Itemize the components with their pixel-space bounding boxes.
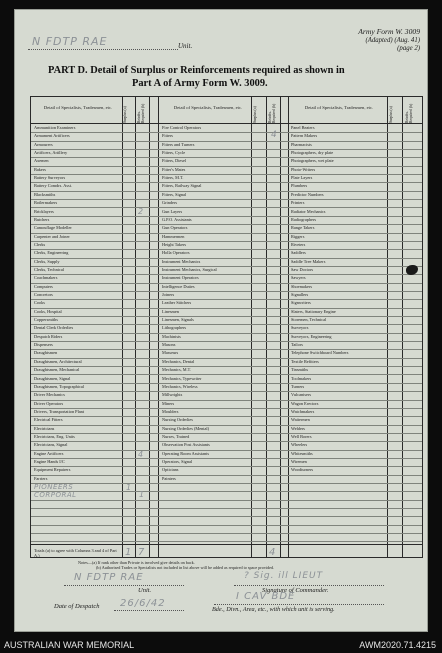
- specialist-name: Gun Operators: [162, 225, 188, 231]
- col-header-specialists: Detail of Specialists, Tradesmen, etc.: [304, 105, 374, 110]
- specialist-name: Machinists: [162, 333, 181, 339]
- specialist-name: Artificers, Artillery: [34, 150, 68, 156]
- specialist-name: Intelligence Duties: [162, 283, 195, 289]
- page-title: [48, 64, 408, 90]
- specialist-name: Signwriters: [291, 300, 311, 306]
- specialist-name: Armament Artificers: [34, 133, 70, 139]
- specialist-name: Pharmacists: [291, 141, 312, 147]
- unit-line-bottom: [64, 585, 184, 586]
- specialist-name: Photographers, wet plate: [291, 158, 334, 164]
- specialist-name: Masons: [162, 342, 176, 348]
- handwritten-corporal-reinf: 1: [139, 490, 145, 499]
- specialist-name: Armourers: [34, 141, 53, 147]
- notes: [78, 560, 274, 571]
- specialist-name: Electricians, Signal: [34, 442, 68, 448]
- specialist-name: Painters: [162, 475, 176, 481]
- specialist-name: Cooks, Hospital: [34, 308, 62, 314]
- col-header-specialists: Detail of Specialists, Tradesmen, etc.: [43, 105, 113, 110]
- specialist-name: Tinsmiths: [291, 367, 309, 373]
- total-col1-surplus: 1: [125, 547, 132, 558]
- specialist-name: Fitters, M.T.: [162, 175, 184, 181]
- specialist-name: Engine Hands I/C: [34, 459, 65, 464]
- specialist-name: Pattern Makers: [291, 133, 318, 139]
- form-ref-line: (Adapted) (Aug. 41): [365, 36, 420, 44]
- specialist-name: Clerks, Technical: [34, 266, 64, 272]
- specialist-name: Camouflage Modeller: [34, 225, 72, 231]
- specialist-name: Nurses, Trained: [162, 433, 190, 439]
- specialist-name: Lithographers: [162, 325, 187, 331]
- specialist-name: Waitermen: [291, 417, 310, 423]
- specialist-name: Battery Surveyors: [34, 175, 66, 181]
- specialist-name: Surveyors, Engineering: [291, 333, 332, 339]
- specialist-name: Surveyors: [291, 325, 309, 331]
- col-header-surplus: Surplus (a): [253, 106, 257, 123]
- specialist-name: G.P.O. Assistants: [162, 216, 192, 222]
- totals-label: Totals (a) to agree with Columns 3 and 4 of Part A.): [34, 548, 117, 558]
- specialist-name: Riggers: [291, 233, 305, 239]
- despatch-date: 26/6/42: [120, 598, 166, 609]
- despatch-line: [114, 610, 184, 611]
- specialist-name: Butchers: [34, 216, 50, 222]
- archive-name: AUSTRALIAN WAR MEMORIAL: [4, 640, 135, 650]
- col-header-reinf: Reinfts. Required (b): [137, 103, 145, 123]
- specialist-name: Textile Refitters: [291, 358, 319, 364]
- specialist-name: Joiners: [162, 292, 175, 297]
- col-header-surplus: Surplus (a): [123, 106, 127, 123]
- specialist-name: Dispensers: [34, 342, 53, 348]
- specialist-name: Bakers: [34, 166, 46, 172]
- specialist-name: Coppersmiths: [34, 317, 58, 323]
- specialist-name: Whitesmiths: [291, 450, 313, 456]
- specialist-name: Range Takers: [291, 225, 315, 231]
- form-ref-line: Army Form W. 3009: [358, 27, 420, 36]
- specialist-name: Nursing Orderlies (Mental): [162, 425, 210, 431]
- specialist-name: Fitters: [162, 133, 173, 139]
- specialist-name: Operators, Signal: [162, 459, 193, 464]
- specialist-name: Shoemakers: [291, 283, 313, 289]
- totals-rule: [31, 544, 422, 545]
- specialist-name: Masseurs: [162, 350, 179, 356]
- specialist-name: Blacksmiths: [34, 191, 56, 197]
- specialist-name: Fitters, Railway Signal: [162, 183, 202, 189]
- archive-footer: [0, 638, 442, 653]
- specialist-name: Equipment Repairers: [34, 467, 71, 473]
- specialist-name: Clerks, Supply: [34, 258, 60, 264]
- specialist-name: Watchmakers: [291, 408, 315, 414]
- specialist-name: Boilermakers: [34, 200, 58, 206]
- bde-label: Bde., Divn., Area, etc., with which unit is serving.: [212, 606, 335, 613]
- specialist-name: Radiator Mechanics: [291, 208, 326, 214]
- specialist-name: Gun Layers: [162, 208, 183, 214]
- specialist-name: Sawyers: [291, 275, 306, 281]
- specialist-name: Mechanics, Dental: [162, 358, 195, 364]
- specialist-name: Driver Mechanics: [34, 392, 65, 398]
- specialist-name: Linesmen: [162, 308, 179, 314]
- note-b: (b) Authorised Trades or Specialists not included in list above will be added as required to space provided.: [96, 565, 275, 571]
- specialist-name: Farriers: [34, 475, 48, 481]
- form-sheet: [14, 9, 428, 632]
- specialist-name: Drivers, Transportation Plant: [34, 408, 85, 414]
- table-row: [31, 533, 422, 542]
- specialist-name: Radiographers: [291, 216, 317, 222]
- specialist-name: Carpenter and Joiner: [34, 233, 70, 239]
- specialist-name: Opticians: [162, 467, 179, 473]
- specialist-name: Instrument Mechanics: [162, 258, 201, 264]
- specialist-name: Signallers: [291, 292, 309, 297]
- specialist-name: Draughtsmen, Signal: [34, 375, 71, 381]
- specialist-name: Clerks, Engineering: [34, 250, 69, 256]
- specialist-name: Mechanics, Typewriter: [162, 375, 202, 381]
- specialist-name: Storemen, Technical: [291, 317, 327, 323]
- total-col1-reinf: 7: [138, 547, 145, 558]
- note-a: Notes—(a) If rank other than Private is involved give details on back.: [78, 560, 195, 565]
- specialist-name: Welders: [291, 425, 305, 431]
- title-line-2: Part A of Army Form W. 3009.: [132, 78, 268, 89]
- specialist-name: Computers: [34, 283, 53, 289]
- col-header-surplus: Surplus (a): [389, 106, 393, 123]
- specialist-name: Panel Beaters: [291, 125, 315, 130]
- specialist-name: Toolmakers: [291, 375, 312, 381]
- specialist-name: Millwrights: [162, 392, 183, 398]
- specialist-name: Despatch Riders: [34, 333, 63, 339]
- handwritten-fitters-reinf: 4: [271, 130, 277, 140]
- specialists-table: [30, 96, 423, 558]
- specialist-name: Wiremen: [291, 459, 307, 464]
- specialist-name: Clerks: [34, 241, 46, 247]
- specialist-name: Tailors: [291, 342, 303, 348]
- signature-handwritten: ? Sig. ill LIEUT: [244, 571, 324, 581]
- specialist-name: Fitters, Signal: [162, 191, 187, 197]
- specialist-name: Hammermen: [162, 233, 185, 239]
- specialist-name: Grinders: [162, 200, 178, 206]
- specialist-name: Photographers, dry plate: [291, 150, 334, 156]
- specialist-name: Operating Room Assistants: [162, 450, 210, 456]
- specialist-name: Photo-Writers: [291, 166, 316, 172]
- specialist-name: Draughtsmen, Mechanical: [34, 367, 80, 373]
- specialist-name: Draughtsmen: [34, 350, 58, 356]
- specialist-name: Engine Artificers: [34, 450, 64, 456]
- signature-line: [234, 585, 384, 586]
- specialist-name: Leather Stitchers: [162, 300, 192, 306]
- bde-line: [214, 604, 384, 605]
- unit-handwritten-bottom: N FDTP RAE: [74, 572, 144, 583]
- specialist-name: Woodturners: [291, 467, 314, 473]
- specialist-name: Mechanics, M.T.: [162, 367, 192, 373]
- specialist-name: Cooks: [34, 300, 45, 306]
- specialist-name: Axemen: [34, 158, 49, 164]
- specialist-name: Bricklayers: [34, 208, 54, 214]
- specialist-name: Predictor Numbers: [291, 191, 324, 197]
- col-header-reinf: Reinfts. Required (b): [405, 103, 413, 123]
- specialist-name: Concretors: [34, 292, 53, 297]
- unit-handwritten: N FDTP RAE: [32, 35, 108, 48]
- specialist-name: Telephone Switchboard Numbers: [291, 350, 349, 356]
- specialist-name: PIONEERS: [34, 483, 74, 492]
- specialist-name: Fitter's Mates: [162, 166, 186, 172]
- specialist-name: Battery Comdrs. Asst.: [34, 183, 72, 189]
- specialist-name: Turners: [291, 383, 305, 389]
- specialist-name: Ammunition Examiners: [34, 125, 76, 130]
- specialist-name: Plumbers: [291, 183, 308, 189]
- handwritten-operating-reinf: 4: [138, 450, 144, 459]
- specialist-name: Linesmen, Signals: [162, 317, 194, 323]
- despatch-label: Date of Despatch: [54, 603, 100, 610]
- specialist-name: Plate Layers: [291, 175, 313, 181]
- specialist-name: Wagon Erectors: [291, 400, 319, 406]
- form-ref-line: (page 2): [397, 45, 420, 53]
- unit-label: Unit.: [178, 42, 193, 50]
- specialist-name: Instrument Mechanics, Surgical: [162, 266, 217, 272]
- specialist-name: Well Borers: [291, 433, 312, 439]
- form-reference: [358, 28, 420, 54]
- specialist-name: Wheelers: [291, 442, 308, 448]
- specialist-name: Vulcanisers: [291, 392, 312, 398]
- specialist-name: Fitters and Turners: [162, 141, 195, 147]
- specialist-name: Instrument Operators: [162, 275, 199, 281]
- specialist-name: Electrical Fitters: [34, 417, 63, 423]
- specialist-name: Fitters, Diesel: [162, 158, 187, 164]
- specialist-name: Saddlers: [291, 250, 306, 256]
- col-header-reinf: Reinfts. Required (b): [268, 103, 276, 123]
- archive-reference: AWM2020.71.4215: [359, 640, 436, 650]
- bde-handwritten: I CAV BDE: [236, 591, 296, 602]
- handwritten-bricklayers-reinf: 2: [138, 207, 144, 216]
- specialist-name: Slaters, Stationary Engine: [291, 308, 336, 314]
- specialist-name: Nursing Orderlies: [162, 417, 193, 423]
- total-col2-reinf: 4: [269, 547, 276, 558]
- specialist-name: Coachmakers: [34, 275, 58, 281]
- specialist-name: Dental Clerk Orderlies: [34, 325, 74, 331]
- specialist-name: Printers: [291, 200, 305, 206]
- specialist-name: Electricians: [34, 425, 55, 431]
- specialist-name: Holla Operators: [162, 250, 190, 256]
- unit-label-bottom: Unit.: [138, 587, 152, 594]
- specialist-name: Saddle Tree Makers: [291, 258, 326, 264]
- specialist-name: Draughtsmen, Topographical: [34, 383, 84, 389]
- col-header-specialists: Detail of Specialists, Tradesmen, etc.: [173, 105, 243, 110]
- specialist-name: Moulders: [162, 408, 179, 414]
- handwritten-pioneers-surplus: 1: [126, 483, 132, 492]
- specialist-name: Height Takers: [162, 241, 187, 247]
- specialist-name: Saw Doctors: [291, 266, 314, 272]
- specialist-name: Electricians, Eng. Units: [34, 433, 75, 439]
- specialist-name: Mechanics, Wireless: [162, 383, 198, 389]
- specialist-name: Driver Operators: [34, 400, 64, 406]
- signature-label: Signature of Commander.: [262, 587, 329, 594]
- specialist-name: Draughtsmen, Architectural: [34, 358, 82, 364]
- specialist-name: Riveters: [291, 241, 306, 247]
- specialist-name: Miners: [162, 400, 175, 406]
- title-line-1: PART D. Detail of Surplus or Reinforcements required as shown in: [48, 65, 345, 76]
- specialist-name: Fire Control Operators: [162, 125, 202, 130]
- specialist-name: Fitters, Cycle: [162, 150, 186, 156]
- specialist-name: Observation Post Assistants: [162, 442, 210, 448]
- unit-underline: [28, 49, 178, 50]
- specialist-name: CORPORAL: [34, 491, 77, 500]
